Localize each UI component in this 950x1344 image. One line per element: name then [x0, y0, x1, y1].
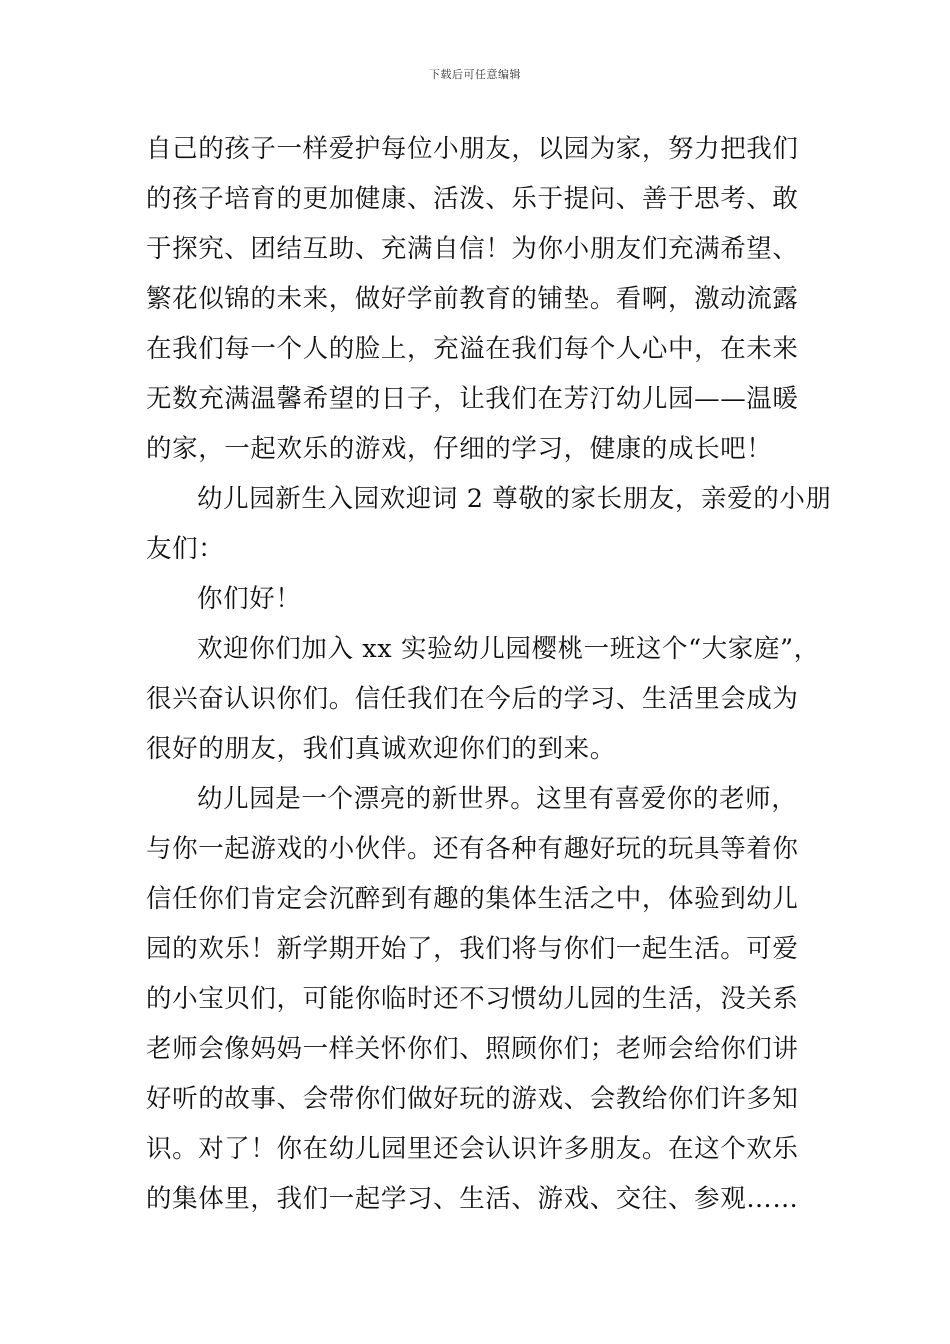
- text-line: 自己的孩子一样爱护每位小朋友，以园为家，努力把我们: [146, 134, 799, 164]
- text-line: 无数充满温馨希望的日子，让我们在芳汀幼儿园——温暖: [146, 384, 799, 414]
- text-line: 的家，一起欢乐的游戏，仔细的学习，健康的成长吧！: [146, 434, 773, 464]
- paragraph-heading-line: 幼儿园新生入园欢迎词 2 尊敬的家长朋友，亲爱的小朋: [197, 484, 832, 514]
- page-header: 下载后可任意编辑: [429, 68, 521, 81]
- text-line: 好听的故事、会带你们做好玩的游戏、会教给你们许多知: [146, 1084, 799, 1114]
- text-line: 的孩子培育的更加健康、活泼、乐于提问、善于思考、敢: [146, 184, 799, 214]
- text-line: 繁花似锦的未来，做好学前教育的铺垫。看啊，激动流露: [146, 284, 799, 314]
- text-line: 欢迎你们加入 xx 实验幼儿园樱桃一班这个“大家庭”，: [197, 634, 820, 664]
- text-line: 的集体里，我们一起学习、生活、游戏、交往、参观……: [146, 1184, 799, 1214]
- document-body: [146, 124, 832, 1224]
- text-line: 友们：: [146, 534, 225, 564]
- text-line: 幼儿园是一个漂亮的新世界。这里有喜爱你的老师，: [197, 784, 798, 814]
- text-line: 的小宝贝们，可能你临时还不习惯幼儿园的生活，没关系: [146, 984, 799, 1014]
- text-line: 在我们每一个人的脸上，充溢在我们每个人心中，在未来: [146, 334, 799, 364]
- text-line: 园的欢乐！新学期开始了，我们将与你们一起生活。可爱: [146, 934, 799, 964]
- text-line: 于探究、团结互助、充满自信！为你小朋友们充满希望、: [146, 234, 799, 264]
- text-line: 很兴奋认识你们。信任我们在今后的学习、生活里会成为: [146, 684, 799, 714]
- text-line: 老师会像妈妈一样关怀你们、照顾你们；老师会给你们讲: [146, 1034, 799, 1064]
- greeting-line: 你们好！: [197, 584, 302, 614]
- text-line: 与你一起游戏的小伙伴。还有各种有趣好玩的玩具等着你: [146, 834, 799, 864]
- text-line: 识。对了！你在幼儿园里还会认识许多朋友。在这个欢乐: [146, 1134, 799, 1164]
- text-line: 信任你们肯定会沉醉到有趣的集体生活之中，体验到幼儿: [146, 884, 799, 914]
- text-line: 很好的朋友，我们真诚欢迎你们的到来。: [146, 734, 616, 764]
